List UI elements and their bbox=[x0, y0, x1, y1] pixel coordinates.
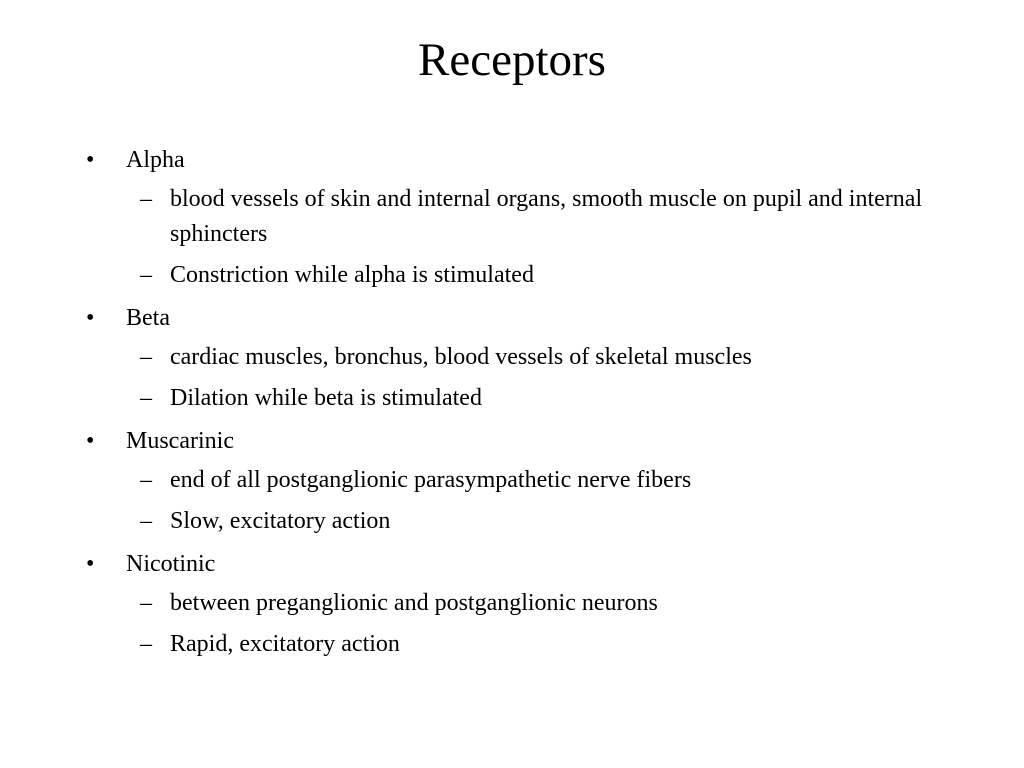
bullet-item-muscarinic bbox=[86, 425, 946, 457]
bullet-list bbox=[86, 144, 946, 662]
sub-bullet-item bbox=[86, 504, 946, 539]
bullet-item-nicotinic bbox=[86, 548, 946, 580]
sub-bullet-text: Rapid, excitatory action bbox=[170, 631, 400, 657]
sub-bullet-item bbox=[86, 381, 946, 416]
dash-marker: – bbox=[140, 590, 152, 616]
bullet-marker: • bbox=[86, 428, 95, 454]
bullet-item-alpha bbox=[86, 144, 946, 176]
sub-bullet-item bbox=[86, 463, 946, 498]
dash-marker: – bbox=[140, 262, 152, 288]
sub-bullet-item bbox=[86, 627, 946, 662]
dash-marker: – bbox=[140, 186, 152, 212]
sub-bullet-item bbox=[86, 258, 946, 293]
sub-bullet-item bbox=[86, 182, 946, 252]
bullet-marker: • bbox=[86, 147, 95, 173]
dash-marker: – bbox=[140, 385, 152, 411]
bullet-label: Muscarinic bbox=[126, 428, 234, 454]
sub-bullet-item bbox=[86, 340, 946, 375]
sub-bullet-text: cardiac muscles, bronchus, blood vessels of skeletal muscles bbox=[170, 344, 752, 370]
sub-bullet-text: blood vessels of skin and internal organs, smooth muscle on pupil and internal sphincters bbox=[170, 186, 923, 247]
sub-bullet-text: end of all postganglionic parasympathetic nerve fibers bbox=[170, 467, 692, 493]
bullet-label: Beta bbox=[126, 305, 170, 331]
bullet-marker: • bbox=[86, 551, 95, 577]
sub-bullet-item bbox=[86, 586, 946, 621]
bullet-label: Nicotinic bbox=[126, 551, 216, 577]
bullet-label: Alpha bbox=[126, 147, 185, 173]
dash-marker: – bbox=[140, 344, 152, 370]
bullet-item-beta bbox=[86, 302, 946, 334]
dash-marker: – bbox=[140, 508, 152, 534]
bullet-marker: • bbox=[86, 305, 95, 331]
sub-bullet-text: Slow, excitatory action bbox=[170, 508, 391, 534]
sub-bullet-text: Constriction while alpha is stimulated bbox=[170, 262, 534, 288]
dash-marker: – bbox=[140, 631, 152, 657]
dash-marker: – bbox=[140, 467, 152, 493]
sub-bullet-text: between preganglionic and postganglionic neurons bbox=[170, 590, 658, 616]
sub-bullet-text: Dilation while beta is stimulated bbox=[170, 385, 482, 411]
slide-title: Receptors bbox=[418, 34, 606, 86]
